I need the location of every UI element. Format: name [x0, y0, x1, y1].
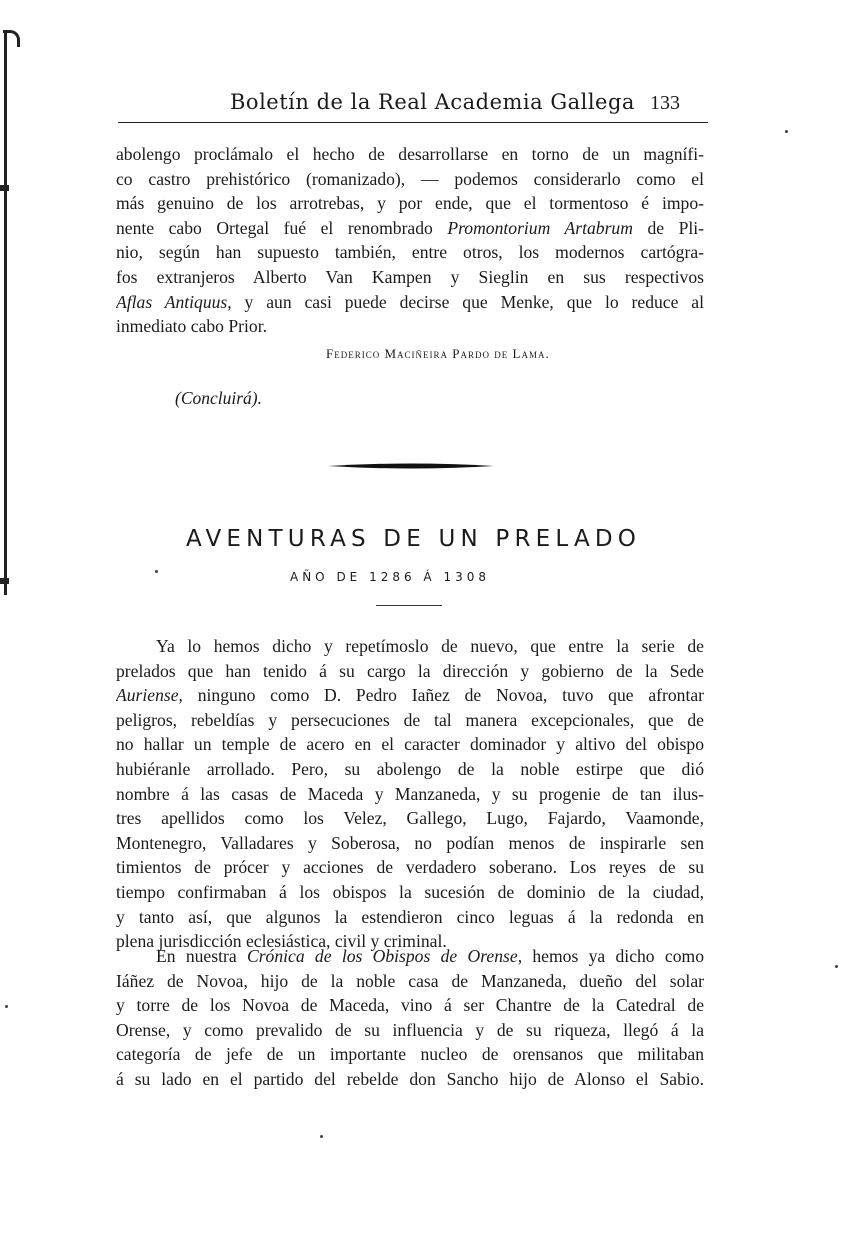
text-line: inmediato cabo Prior. — [116, 316, 267, 337]
italic-phrase: Promontorium Artabrum — [447, 217, 633, 238]
text-line: nombre á las casas de Maceda y Manzaneda, y su progenie de tan ilus- — [116, 783, 704, 804]
text-line: Iáñez de Novoa, hijo de la noble casa de Manzaneda, dueño del solar — [116, 970, 704, 991]
scan-margin-tick — [0, 185, 9, 191]
text-line: co castro prehistórico (romanizado), — podemos considerarlo como el — [116, 168, 704, 189]
article-date-range: AÑO DE 1286 Á 1308 — [290, 570, 490, 584]
scan-speck — [785, 130, 788, 133]
text-line: abolengo proclámalo el hecho de desarrollarse en torno de un magnífi- — [116, 144, 704, 164]
italic-phrase: Crónica de los Obispos de Orense — [246, 946, 518, 966]
text-line: y torre de los Novoa de Maceda, vino á ser Chantre de la Catedral de — [116, 995, 704, 1016]
text-line: y tanto así, que algunos la estendieron cinco leguas á la redonda en — [116, 906, 704, 927]
previous-article-ending — [116, 142, 704, 339]
article-paragraph-1 — [116, 634, 704, 954]
text-line: Orense, y como prevalido de su influencia y de su riqueza, llegó á la — [116, 1019, 704, 1040]
text-line: más genuino de los arrotrebas, y por ende, que el tormentoso é impo- — [116, 193, 704, 214]
text-line: Montenegro, Valladares y Soberosa, no podían menos de inspirarle sen — [116, 832, 704, 853]
text-line: á su lado en el partido del rebelde don Sancho hijo de Alonso el Sabio. — [116, 1068, 704, 1089]
text-line: Auriense, ninguno como D. Pedro Iañez de Novoa, tuvo que afrontar — [116, 685, 704, 706]
article-paragraph-2 — [116, 944, 704, 1092]
scan-speck — [5, 1005, 8, 1008]
text-line: categoría de jefe de un importante nucleo de orensanos que militaban — [116, 1044, 704, 1065]
text-line: timientos de prócer y acciones de verdadero soberano. Los reyes de su — [116, 857, 704, 878]
italic-phrase: Aflas Antiquus — [116, 291, 228, 312]
text-line: tiempo confirmaban á los obispos la sucesión de dominio de la ciudad, — [116, 881, 704, 902]
journal-title: Boletín de la Real Academia Gallega — [230, 90, 635, 114]
title-rule — [376, 605, 442, 606]
text-line: Ya lo hemos dicho y repetímoslo de nuevo, que entre la serie de — [156, 636, 704, 656]
text-line: plena jurisdicción eclesiástica, civil y criminal. — [116, 931, 447, 952]
scan-margin-hook — [3, 30, 20, 47]
scan-speck — [835, 965, 838, 968]
scan-margin-tick — [0, 578, 9, 584]
text-line: Aflas Antiquus, y aun casi puede decirse que Menke, que lo reduce al — [116, 291, 704, 312]
ornamental-divider — [328, 462, 494, 470]
text-line: prelados que han tenido á su cargo la dirección y gobierno de la Sede — [116, 660, 704, 681]
italic-phrase: Auriense — [116, 685, 179, 706]
author-signature: Federico Maciñeira Pardo de Lama. — [326, 346, 550, 361]
text-line: hubiéranle arrollado. Pero, su abolengo de la noble estirpe que dió — [116, 758, 704, 779]
text-line: tres apellidos como los Velez, Gallego, Lugo, Fajardo, Vaamonde, — [116, 808, 704, 829]
text-line: En nuestra Crónica de los Obispos de Orense, hemos ya dicho como — [156, 946, 704, 966]
text-line: peligros, rebeldías y persecuciones de tal manera excepcionales, que de — [116, 709, 704, 730]
page-number: 133 — [650, 92, 680, 114]
scan-speck — [320, 1135, 323, 1138]
text-line: fos extranjeros Alberto Van Kampen y Sieglin en sus respectivos — [116, 266, 704, 287]
scan-speck — [155, 570, 158, 573]
text-line: nio, según han supuesto también, entre otros, los modernos cartógra- — [116, 242, 704, 263]
continuation-note: (Concluirá). — [175, 388, 263, 408]
text-line: nente cabo Ortegal fué el renombrado Promontorium Artabrum de Pli- — [116, 217, 704, 238]
scan-margin-bar — [4, 30, 7, 595]
article-title: AVENTURAS DE UN PRELADO — [186, 526, 642, 552]
running-header — [118, 88, 708, 123]
text-line: no hallar un temple de acero en el caracter dominador y altivo del obispo — [116, 734, 704, 755]
